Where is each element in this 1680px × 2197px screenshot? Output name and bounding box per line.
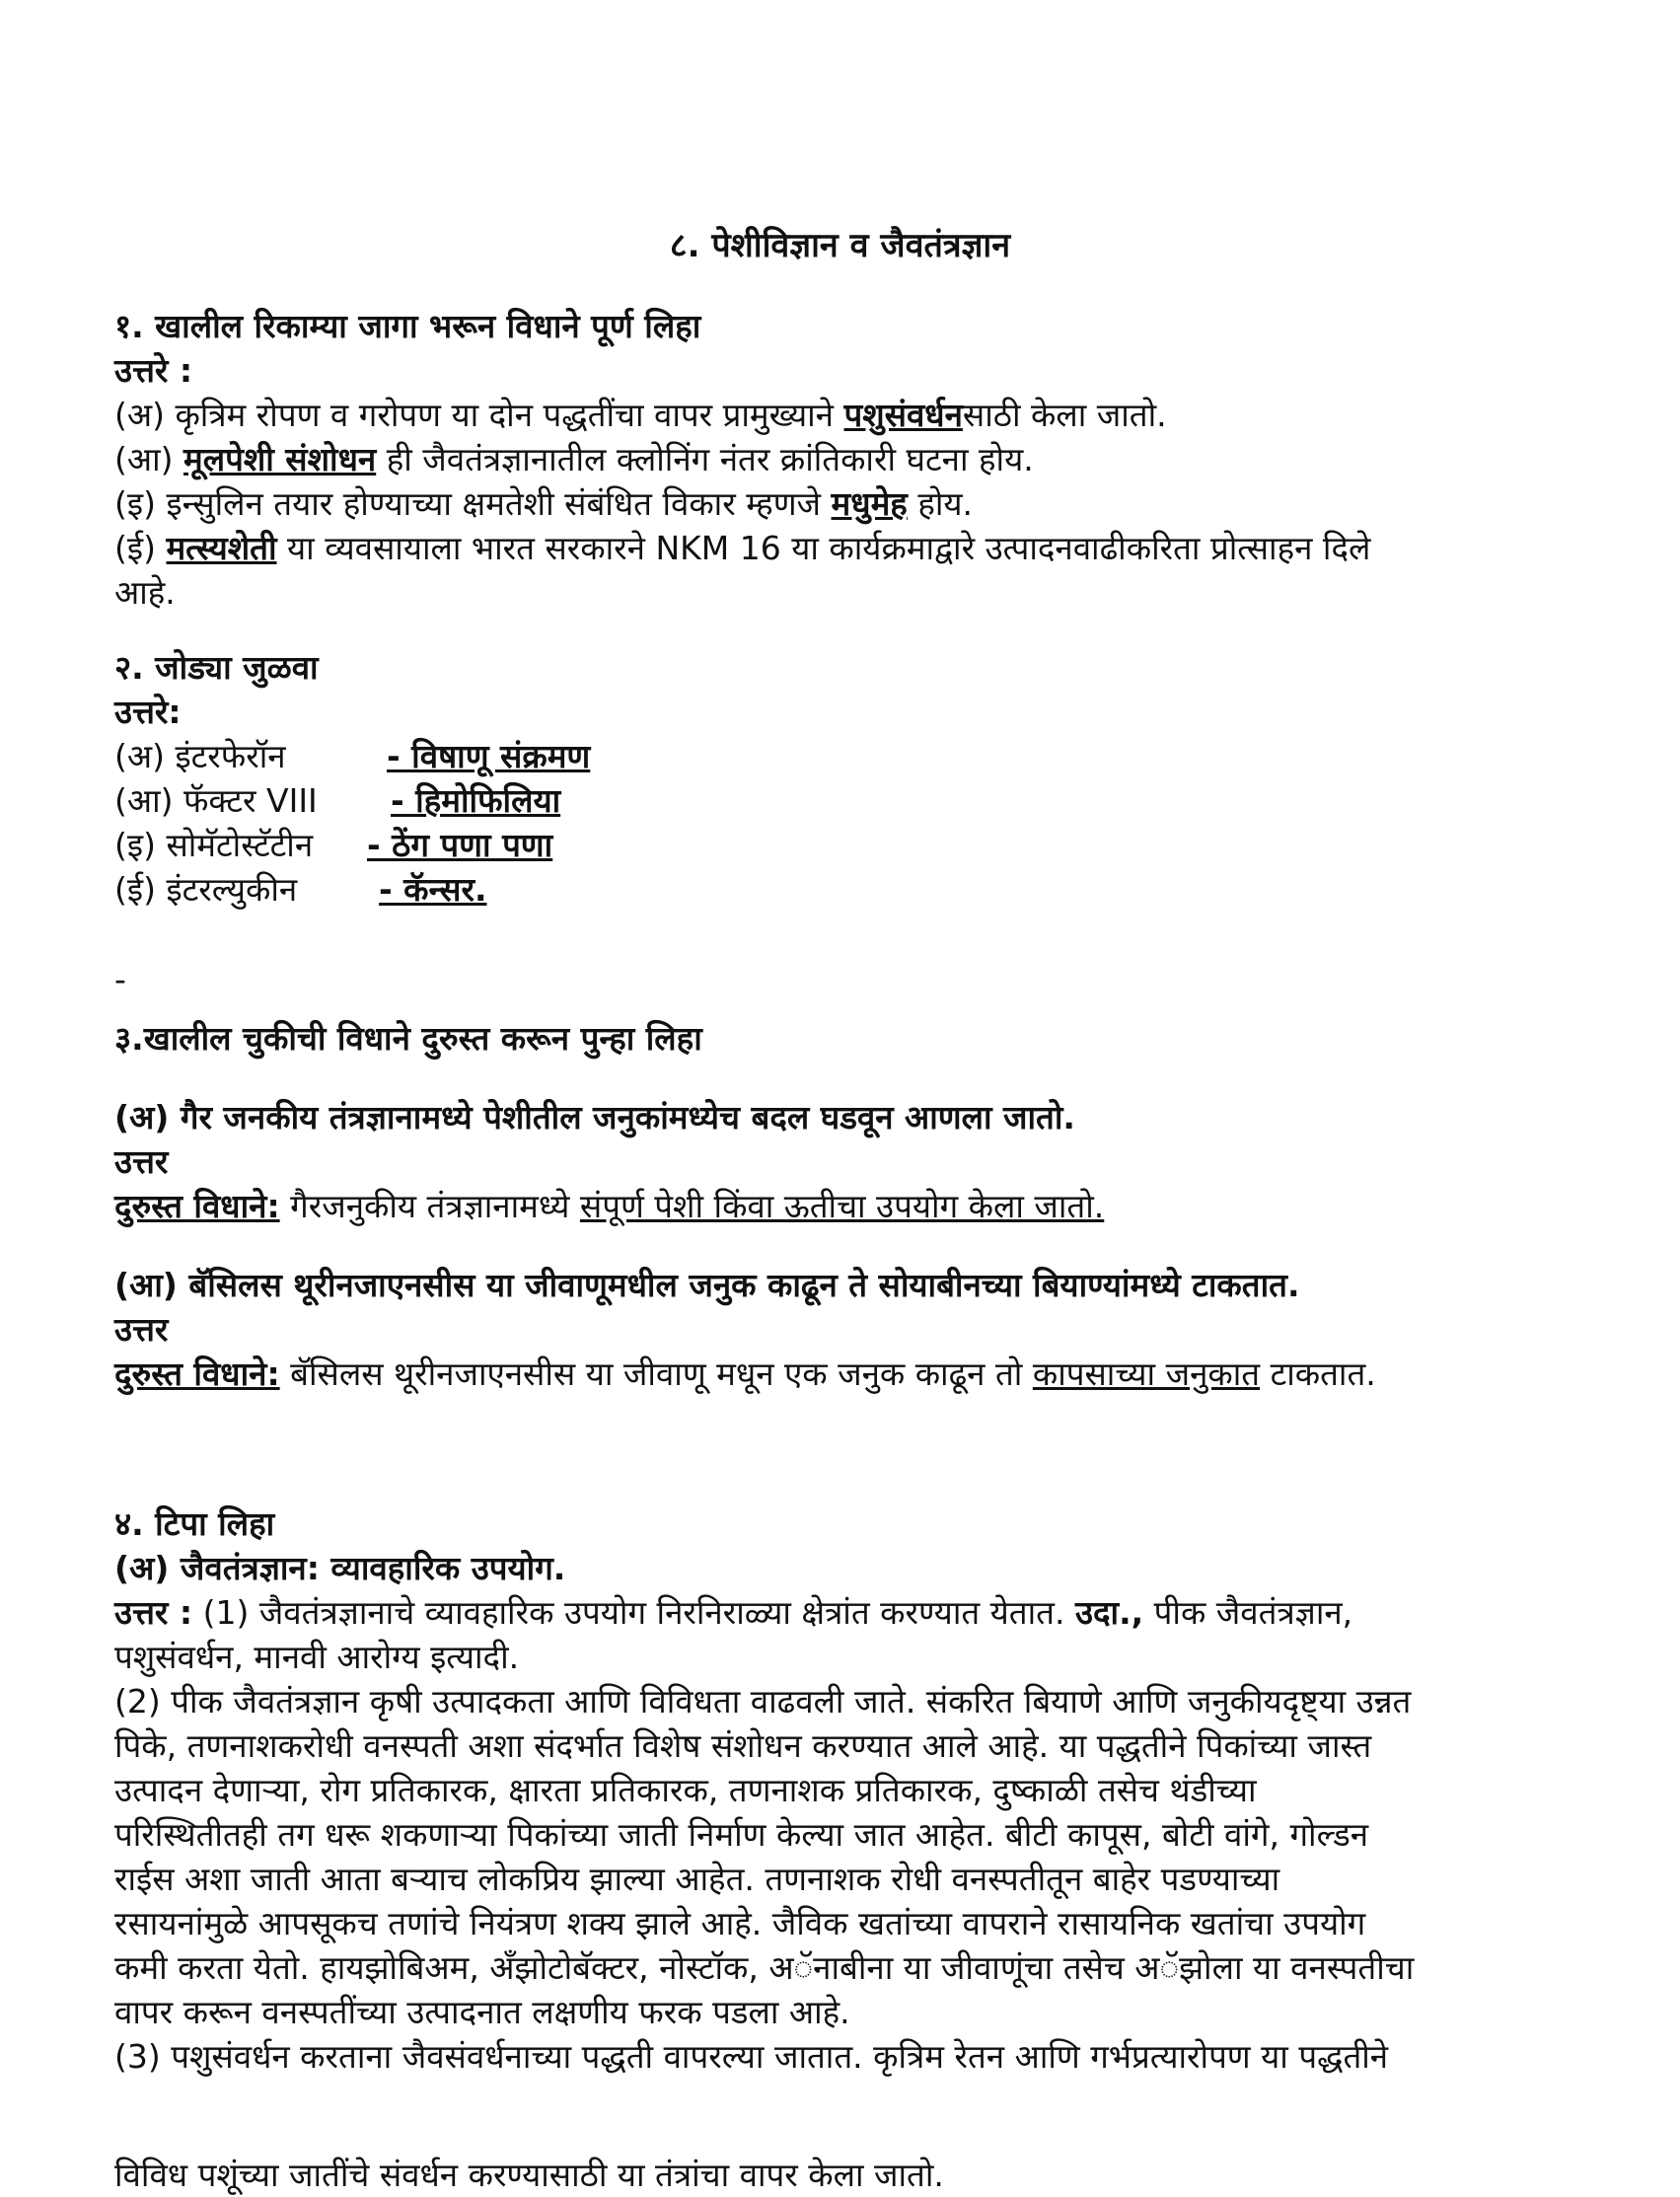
q1-answers-label: उत्तरे : — [114, 351, 193, 390]
q1-a-post: साठी केला जातो. — [962, 396, 1167, 434]
q3-b-statement: (आ) बॅसिलस थूरीनजाएनसीस या जीवाणूमधील जनुक काढून ते सोयाबीनच्या बियाण्यांमध्ये टाकतात. — [114, 1266, 1300, 1304]
q1-item-c — [114, 481, 1555, 526]
q4-p2-line: पिके, तणनाशकरोधी वनस्पती अशा संदर्भात विशेष संशोधन करण्यात आले आहे. या पद्धतीने पिकांच्या जास्त — [114, 1726, 1372, 1765]
q1-c-answer: मधुमेह — [831, 484, 908, 523]
q1-item-a — [114, 393, 1555, 437]
q4-p2-line: कमी करता येतो. हायझोबिअम, अँझोटोबॅक्टर, नोस्टॉक, अॅनाबीना या जीवाणूंचा तसेच अॅझोला या वनस्पतीचा — [114, 1948, 1415, 1987]
corrected-label: दुरुस्त विधाने: — [114, 1355, 280, 1393]
q3-a-corr-answer: संपूर्ण पेशी किंवा ऊतीचा उपयोग केला जातो. — [579, 1187, 1105, 1225]
q3-a-corrected — [114, 1184, 1555, 1228]
q4-p2-line: (2) पीक जैवतंत्रज्ञान कृषी उत्पादकता आणि विविधता वाढवली जाते. संकरित बियाणे आणि जनुकीयदृष्ट्या उन्नत — [114, 1682, 1412, 1721]
q3-b-corr-answer: कापसाच्या जनुकात — [1032, 1355, 1261, 1393]
q2-heading: २. जोड्या जुळवा — [114, 648, 319, 687]
q1-b-pre: (आ) — [114, 440, 183, 478]
corrected-label: दुरुस्त विधाने: — [114, 1187, 280, 1225]
q2-row-right: - विषाणू संक्रमण — [387, 737, 591, 775]
q4-p1-pre: (1) जैवतंत्रज्ञानाचे व्यावहारिक उपयोग निरनिराळ्या क्षेत्रांत करण्यात येतात. — [192, 1593, 1075, 1632]
q2-row-left: (ई) इंटरल्युकीन — [114, 870, 298, 909]
q4-p3-line2-clipped — [114, 2156, 1555, 2194]
q4-p1-post: पीक जैवतंत्रज्ञान, — [1143, 1593, 1353, 1632]
q1-d-post: या व्यवसायाला भारत सरकारने NKM 16 या कार्यक्रमाद्वारे उत्पादनवाढीकरिता प्रोत्साहन दिले — [276, 529, 1371, 567]
q2-row-right: - हिमोफिलिया — [391, 781, 561, 820]
q1-item-d-cont: आहे. — [114, 573, 176, 612]
q3-b-corrected — [114, 1352, 1555, 1396]
q3-b-answer-label: उत्तर — [114, 1310, 169, 1349]
q1-heading: १. खालील रिकाम्या जागा भरून विधाने पूर्ण लिहा — [114, 307, 701, 345]
q2-row-left: (आ) फॅक्टर VIII — [114, 781, 318, 820]
q4-heading: ४. टिपा लिहा — [114, 1504, 275, 1543]
q3-b-corr-pre: बॅसिलस थूरीनजाएनसीस या जीवाणू मधून एक जनुक काढून तो — [279, 1355, 1033, 1393]
q2-row-right: - कॅन्सर. — [379, 870, 487, 909]
q3-a-answer-label: उत्तर — [114, 1142, 169, 1181]
q4-p1-line2: पशुसंवर्धन, मानवी आरोग्य इत्यादी. — [114, 1638, 520, 1676]
q4-p1-eg: उदा., — [1074, 1593, 1144, 1632]
q1-item-b — [114, 437, 1555, 481]
q1-b-answer: मूलपेशी संशोधन — [183, 440, 377, 478]
q1-a-pre: (अ) कृत्रिम रोपण व गरोपण या दोन पद्धतींचा वापर प्रामुख्याने — [114, 396, 844, 434]
q4-p2-line: वापर करून वनस्पतींच्या उत्पादनात लक्षणीय फरक पडला आहे. — [114, 1993, 850, 2031]
q4-answer-label: उत्तर : — [114, 1593, 193, 1632]
q1-b-post: ही जैवतंत्रज्ञानातील क्लोनिंग नंतर क्रांतिकारी घटना होय. — [376, 440, 1034, 478]
q4-p1 — [114, 1590, 1555, 1635]
q3-a-statement: (अ) गैर जनकीय तंत्रज्ञानामध्ये पेशीतील जनुकांमध्येच बदल घडवून आणला जातो. — [114, 1098, 1075, 1136]
q4-p3-line1: (3) पशुसंवर्धन करताना जैवसंवर्धनाच्या पद्धती वापरल्या जातात. कृत्रिम रेतन आणि गर्भप्रत्यारोपण या पद्धतीने — [114, 2037, 1389, 2076]
q4-p2-line: उत्पादन देणाऱ्या, रोग प्रतिकारक, क्षारता प्रतिकारक, तणनाशक प्रतिकारक, दुष्काळी तसेच थंडीच्या — [114, 1771, 1257, 1809]
q4-p2-line: राईस अशा जाती आता बऱ्याच लोकप्रिय झाल्या आहेत. तणनाशक रोधी वनस्पतीतून बाहेर पडण्याच्या — [114, 1860, 1280, 1898]
q2-answers-label: उत्तरे: — [114, 693, 182, 731]
q3-a-corr-pre: गैरजनुकीय तंत्रज्ञानामध्ये — [279, 1187, 580, 1225]
q1-c-post: होय. — [907, 484, 974, 523]
q3-b-corr-post: टाकतात. — [1260, 1355, 1376, 1393]
q1-d-pre: (ई) — [114, 529, 167, 567]
q4-p3-line2: विविध पशूंच्या जातींचे संवर्धन करण्यासाठी या तंत्रांचा वापर केला जातो. — [114, 2156, 944, 2194]
q4-sub-heading: (अ) जैवतंत्रज्ञान: व्यावहारिक उपयोग. — [114, 1549, 566, 1587]
q1-item-d — [114, 526, 1555, 570]
q1-c-pre: (इ) इन्सुलिन तयार होण्याच्या क्षमतेशी संबंधित विकार म्हणजे — [114, 484, 832, 523]
q1-a-answer: पशुसंवर्धन — [843, 396, 963, 434]
q2-row-left: (इ) सोमॅटोस्टॅटीन — [114, 826, 314, 864]
stray-dash: - — [114, 960, 126, 998]
q3-heading: ३.खालील चुकीची विधाने दुरुस्त करून पुन्हा लिहा — [114, 1019, 702, 1058]
q1-d-answer: मत्स्यशेती — [166, 529, 277, 567]
chapter-title: ८. पेशीविज्ञान व जैवतंत्रज्ञान — [669, 226, 1011, 265]
q4-p2-line: रसायनांमुळे आपसूकच तणांचे नियंत्रण शक्य झाले आहे. जैविक खतांच्या वापराने रासायनिक खतांचा उपयोग — [114, 1904, 1366, 1942]
q2-row-left: (अ) इंटरफेरॉन — [114, 737, 286, 775]
q2-row-right: - ठेंग पणा पणा — [367, 826, 553, 864]
q4-p2-line: परिस्थितीतही तग धरू शकणाऱ्या पिकांच्या जाती निर्माण केल्या जात आहेत. बीटी कापूस, बोटी वांगे, गोल्डन — [114, 1815, 1369, 1854]
